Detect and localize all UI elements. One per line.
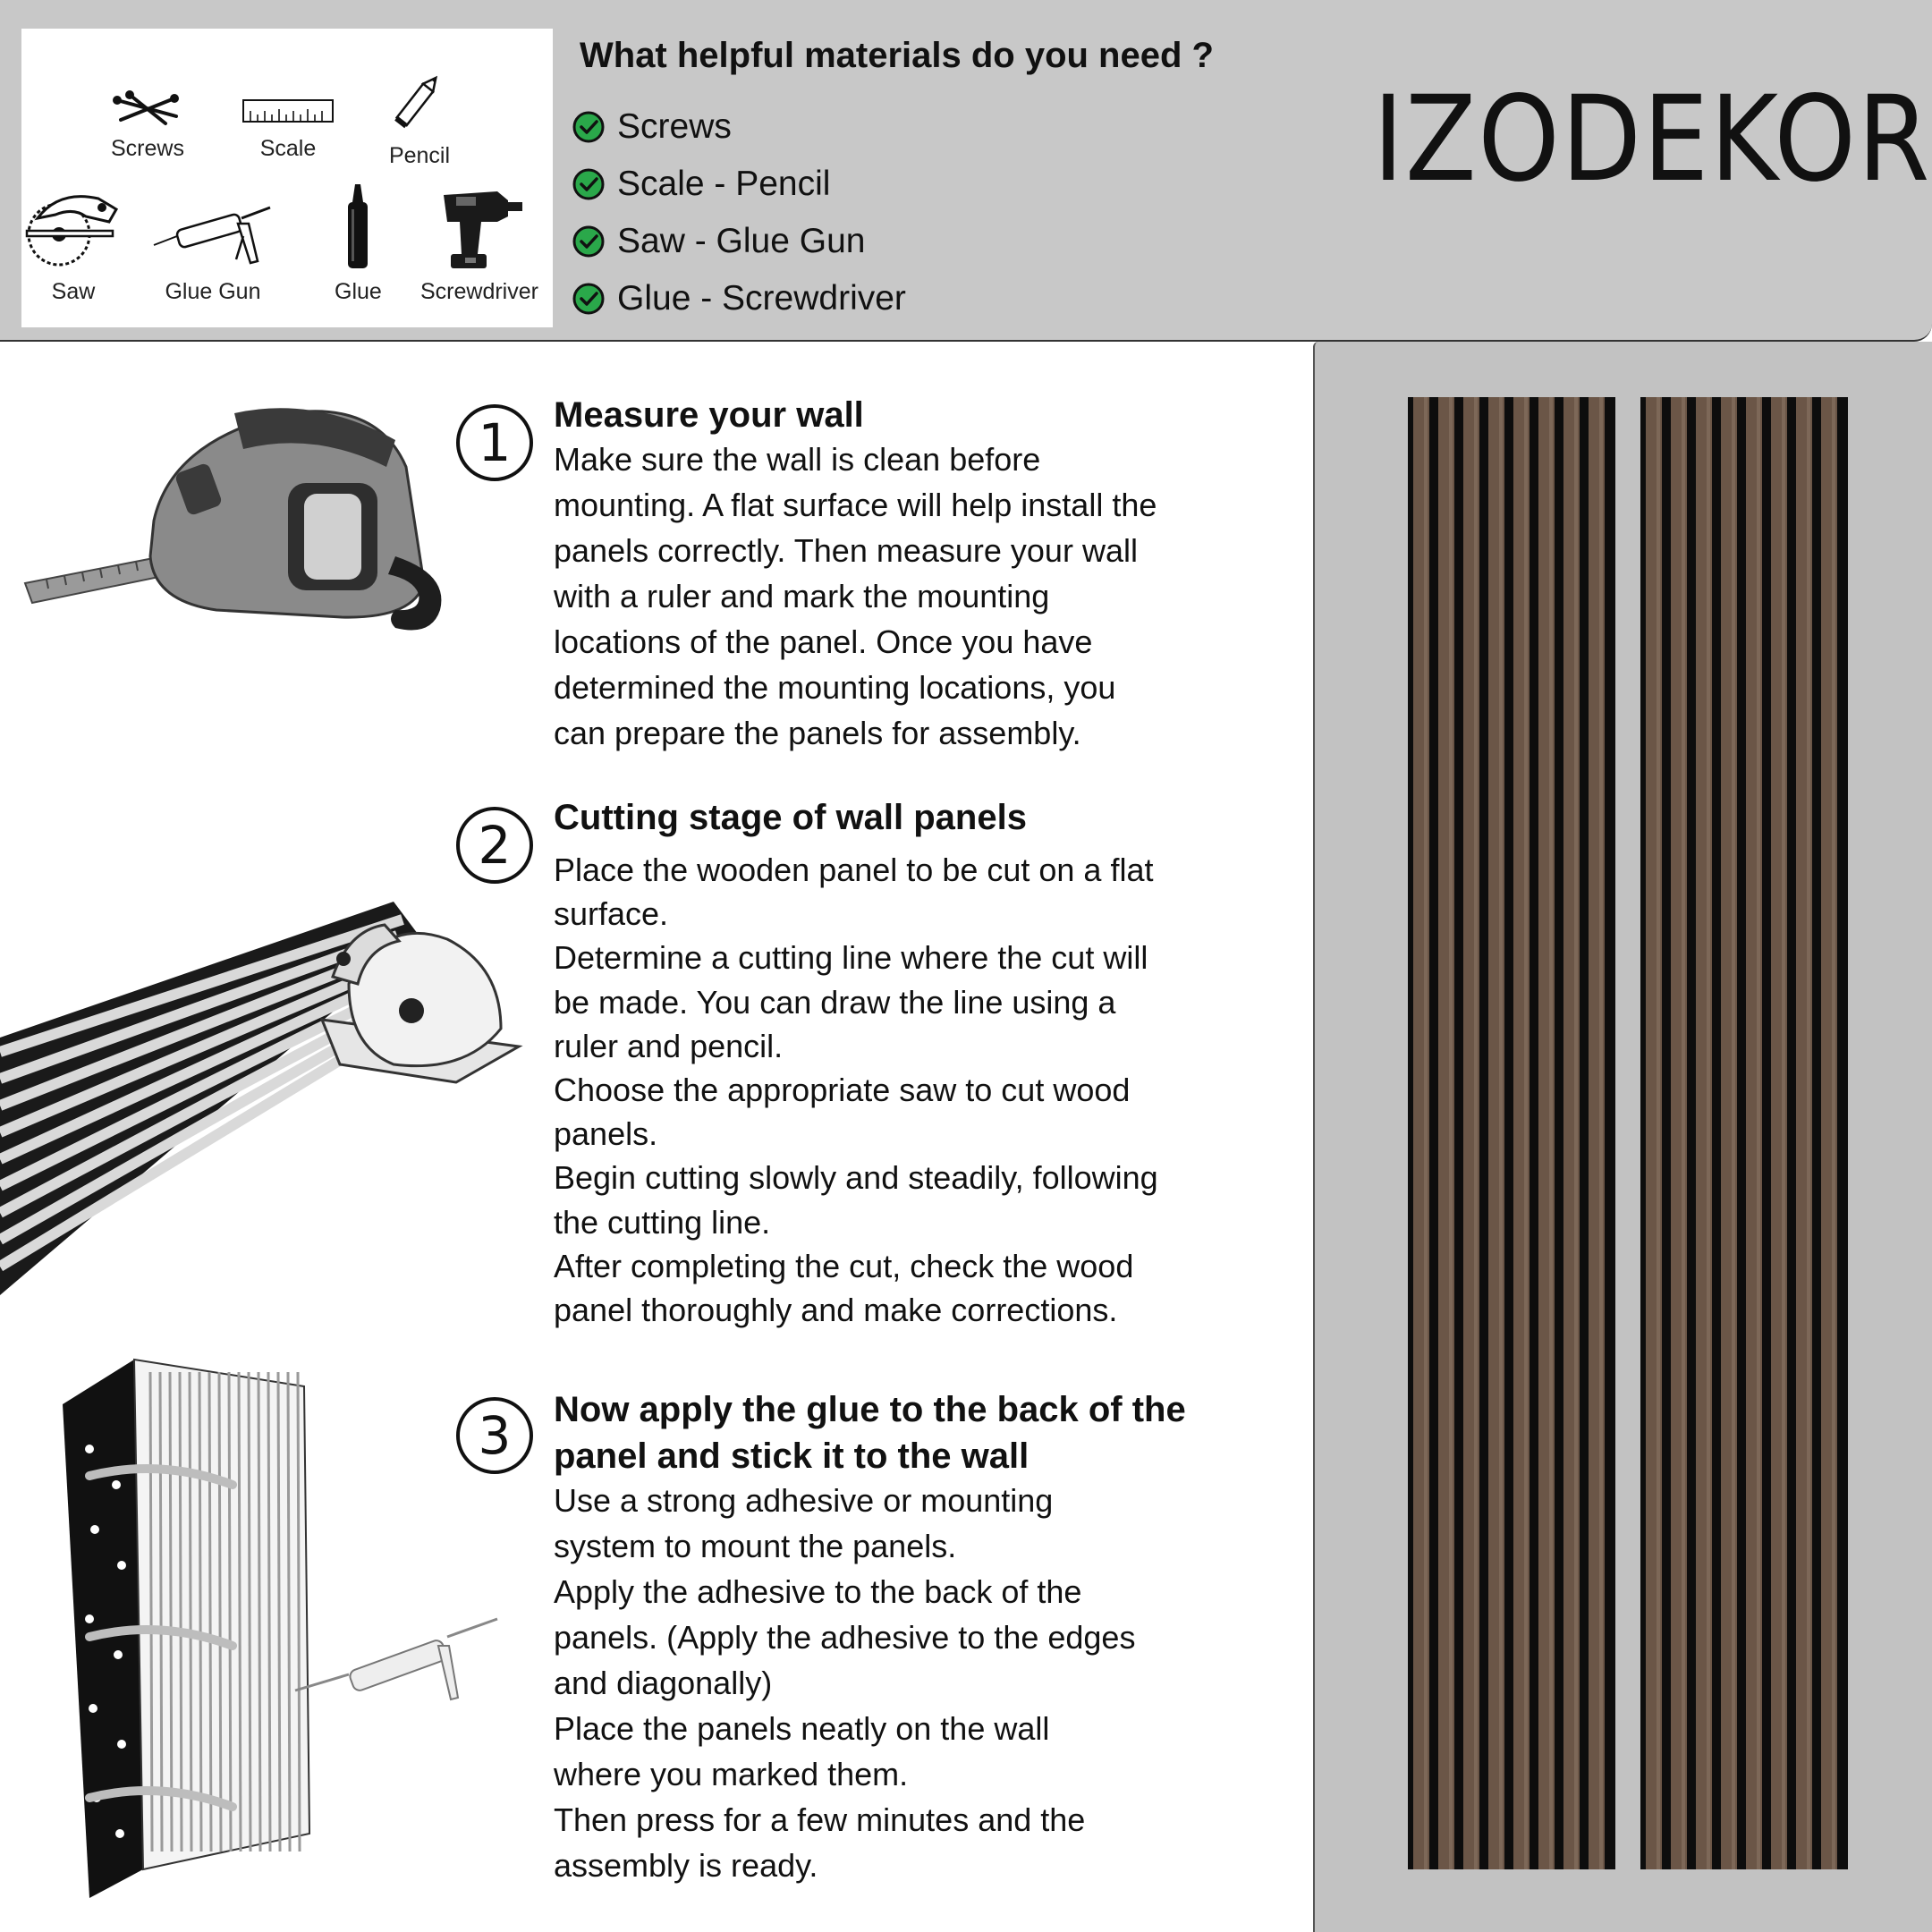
panel-slat-line: [229, 1372, 231, 1852]
panel-slat-line: [150, 1372, 152, 1852]
materials-title: What helpful materials do you need ?: [580, 36, 1214, 75]
wood-slat-highlight: [1732, 397, 1735, 1869]
wood-slat-highlight: [1524, 397, 1528, 1869]
check-circle-icon: [572, 283, 605, 315]
step-1: [554, 392, 1287, 756]
wood-slat-highlight: [1449, 397, 1453, 1869]
header-band: [0, 0, 1932, 342]
drill-icon: [435, 182, 524, 272]
slat-panel-left: [1408, 397, 1615, 1869]
glue-gun-icon: [150, 182, 275, 272]
panel-slat-line: [160, 1372, 162, 1852]
panel-slat-line: [258, 1372, 260, 1852]
materials-item-label: Scale - Pencil: [617, 165, 831, 203]
tool-glue: [335, 182, 382, 305]
panel-preview: [1313, 342, 1932, 1932]
tool-label: Scale: [259, 136, 317, 161]
screws-icon: [112, 89, 183, 129]
step-body: Make sure the wall is clean before mounting. A flat surface will help install the panels correctly. Then measure your wall with a ruler and mark the mounting locations of the panel. Once you have determined the mounting locations, you can prepare the panels for assembly.: [554, 441, 1157, 751]
step-2: [554, 794, 1287, 1332]
panel-slat-line: [170, 1372, 172, 1852]
step-title: Cutting stage of wall panels: [554, 798, 1027, 837]
tool-label: Glue Gun: [165, 279, 261, 304]
tool-scale: [242, 93, 335, 162]
tool-pencil: [388, 64, 451, 169]
glue-bottle-icon: [340, 182, 376, 272]
circular-saw-icon: [23, 182, 123, 272]
wood-slat-highlight: [1782, 397, 1785, 1869]
panel-cutting-illustration: [0, 894, 537, 1306]
step-title: Now apply the glue to the back of the panel and stick it to the wall: [554, 1390, 1186, 1476]
step-number-circle: 1: [456, 404, 533, 481]
materials-item-label: Screws: [617, 107, 732, 146]
tool-screwdriver: [420, 182, 538, 305]
materials-list: [572, 98, 906, 327]
panel-slat-line: [288, 1372, 290, 1852]
tool-label: Screws: [111, 136, 184, 161]
step-title: Measure your wall: [554, 395, 864, 435]
panel-slat-line: [209, 1372, 211, 1852]
panel-slat-line: [199, 1372, 201, 1852]
panel-slat-line: [190, 1372, 191, 1852]
materials-item: [572, 156, 906, 213]
wood-slat-highlight: [1657, 397, 1660, 1869]
tool-saw: [23, 182, 123, 305]
wood-slat-highlight: [1499, 397, 1503, 1869]
panel-gluing-illustration: [54, 1351, 501, 1905]
tools-panel: [21, 29, 553, 327]
materials-item-label: Glue - Screwdriver: [617, 279, 906, 318]
slat-panel-right: [1640, 397, 1848, 1869]
tape-measure-illustration: [20, 404, 449, 637]
wood-slat-highlight: [1549, 397, 1553, 1869]
materials-item: [572, 213, 906, 270]
panel-slat-line: [268, 1372, 270, 1852]
step-body: Place the wooden panel to be cut on a flat surface. Determine a cutting line where the cut will be made. You can draw the line using a ruler and pencil. Choose the appropriate saw to cut wood panels. Begin cutting slowly and steadily, following the cutting line. After completing the cut, check the wood panel thoroughly and make corrections.: [554, 852, 1158, 1329]
tool-glue-gun: [150, 182, 275, 305]
step-body: Use a strong adhesive or mounting system to mount the panels. Apply the adhesive to the back of the panels. (Apply the adhesive to the edges and diagonally) Place the panels neatly on the wall where you marked them. Then press for a few minutes and the assembly is ready.: [554, 1482, 1136, 1884]
wood-slat-highlight: [1424, 397, 1428, 1869]
panel-slat-line: [278, 1372, 280, 1852]
check-circle-icon: [572, 168, 605, 200]
step-3: [554, 1386, 1287, 1888]
tool-label: Pencil: [388, 143, 451, 168]
step-number-circle: 3: [456, 1397, 533, 1474]
step-number-circle: 2: [456, 807, 533, 884]
pencil-icon: [388, 64, 451, 136]
tool-label: Screwdriver: [420, 279, 538, 304]
wood-slat-highlight: [1807, 397, 1810, 1869]
materials-item-label: Saw - Glue Gun: [617, 222, 866, 260]
check-circle-icon: [572, 225, 605, 258]
wood-slat-highlight: [1832, 397, 1835, 1869]
check-circle-icon: [572, 111, 605, 143]
wood-slat-highlight: [1474, 397, 1478, 1869]
panel-slat-line: [298, 1372, 300, 1852]
wood-slat-highlight: [1757, 397, 1760, 1869]
wood-slat-highlight: [1707, 397, 1710, 1869]
panel-slat-line: [239, 1372, 241, 1852]
wood-slat-highlight: [1574, 397, 1578, 1869]
brand-logo: IZODEKOR: [1373, 71, 1932, 208]
ruler-icon: [242, 93, 335, 129]
materials-item: [572, 98, 906, 156]
wood-slat-highlight: [1599, 397, 1603, 1869]
wood-slat-highlight: [1682, 397, 1685, 1869]
panel-slat-line: [249, 1372, 250, 1852]
tool-label: Saw: [51, 279, 96, 304]
tool-screws: [111, 89, 184, 162]
panel-slat-line: [180, 1372, 182, 1852]
panel-slat-line: [219, 1372, 221, 1852]
materials-item: [572, 270, 906, 327]
tool-label: Glue: [335, 279, 382, 304]
